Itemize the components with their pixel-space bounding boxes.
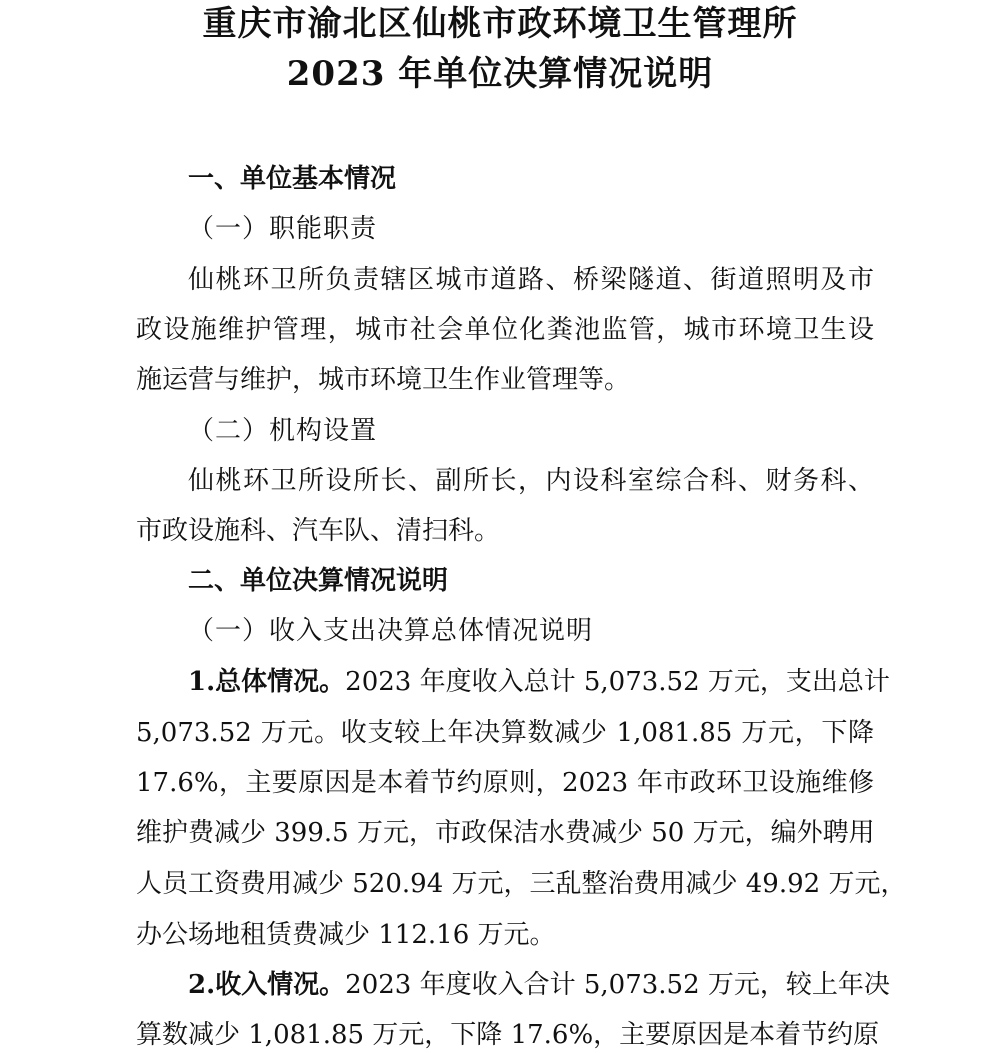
paragraph-line: 人员工资费用减少 520.94 万元，三乱整治费用减少 49.92 万元， <box>136 869 907 899</box>
paragraph-line: 算数减少 1,081.85 万元，下降 17.6%，主要原因是本着节约原 <box>136 1020 880 1050</box>
paragraph-line: 仙桃环卫所负责辖区城市道路、桥梁隧道、街道照明及市 <box>188 265 874 295</box>
document-title-line-2: 2023 年单位决算情况说明 <box>286 54 714 94</box>
paragraph-line: 5,073.52 万元。收支较上年决算数减少 1,081.85 万元，下降 <box>136 718 874 748</box>
paragraph-1-first-text: 2023 年度收入总计 5,073.52 万元，支出总计 <box>345 667 890 697</box>
paragraph-2-first-text: 2023 年度收入合计 5,073.52 万元，较上年决 <box>345 970 890 1000</box>
paragraph-line: 政设施维护管理，城市社会单位化粪池监管，城市环境卫生设 <box>136 315 874 345</box>
paragraph-2-first-line <box>188 969 890 1001</box>
document-title-line-1: 重庆市渝北区仙桃市政环境卫生管理所 <box>202 4 798 44</box>
paragraph-1-label: 1.总体情况。 <box>188 667 346 697</box>
paragraph-2-label: 2.收入情况。 <box>188 970 346 1000</box>
section-2-heading: 二、单位决算情况说明 <box>188 566 449 596</box>
paragraph-line: 维护费减少 399.5 万元，市政保洁水费减少 50 万元，编外聘用 <box>136 818 875 848</box>
section-2-subheading-overview: （一）收入支出决算总体情况说明 <box>188 616 594 646</box>
section-1-subheading-functions: （一）职能职责 <box>188 214 378 244</box>
paragraph-line: 办公场地租赁费减少 112.16 万元。 <box>136 920 556 950</box>
paragraph-line: 施运营与维护，城市环境卫生作业管理等。 <box>136 365 631 395</box>
section-1-heading: 一、单位基本情况 <box>188 164 397 194</box>
paragraph-1-first-line <box>188 666 890 698</box>
section-1-subheading-structure: （二）机构设置 <box>188 416 378 446</box>
paragraph-line: 市政设施科、汽车队、清扫科。 <box>136 516 501 546</box>
paragraph-line: 仙桃环卫所设所长、副所长，内设科室综合科、财务科、 <box>188 466 874 496</box>
paragraph-line: 17.6%，主要原因是本着节约原则，2023 年市政环卫设施维修 <box>136 768 874 798</box>
